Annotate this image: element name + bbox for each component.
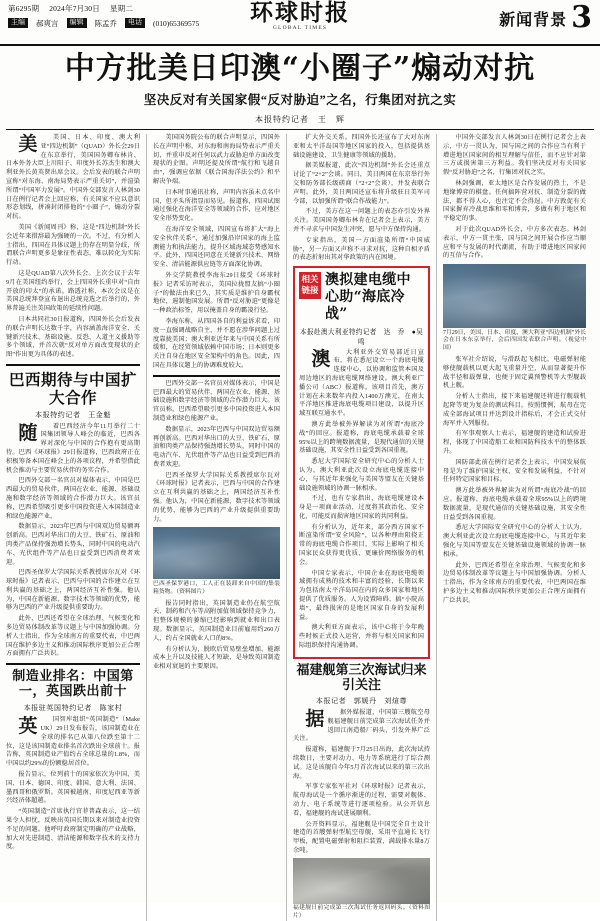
- section-label: 新闻背景: [499, 10, 568, 29]
- drop-cap-letter: 澳: [311, 347, 331, 370]
- manufacturing-byline: 本报驻英国特约记者 陈家村: [23, 704, 123, 713]
- brazil-byline: 本报特约记者 王金魁: [35, 410, 111, 419]
- paragraph: 有分析认为，近年来，部分西方国家不断渲染所谓“安全风险”，以各种理由阻挠正常的海底电缆合作项目，实际上影响了相关国家民众获得更优质、更廉价网络服务的机会。: [299, 523, 424, 566]
- paragraph: 专家指出，美国一方面渲染所谓“中国威胁”，另一方面又声称不寻求对抗，这种自相矛盾的表态折射出其对华政策的内在困境。: [293, 236, 430, 262]
- paragraph: 悉尼大学国际安全研究中心的分析人士认为，澳大利亚此次设立海底电缆连接中心，与其近年来强化与美国等盟友在关键基础设施领域的协调一脉相承。: [299, 458, 424, 492]
- paragraph: 公开资料显示，福建舰是中国完全自主设计建造的首艘弹射型航空母舰，采用平直通长飞行甲板，配置电磁弹射和阻拦装置，满载排水量8万余吨。: [293, 820, 430, 854]
- column-3: [286, 134, 430, 921]
- lead-headline-block: [0, 46, 600, 110]
- lead-subheadline: 坚决反对有关国家假“反对胁迫”之名，行集团对抗之实: [143, 93, 457, 107]
- paragraph: [293, 709, 430, 744]
- credit-tag-phone: 电话: [125, 18, 145, 28]
- paragraph: 在海洋安全领域，四国宣布将扩大“海上安全伙伴关系”，通过加强沿岸国家的海上监测能力和执法能力，提升区域海域态势感知水平。此外，四国还同意在关键新兴技术、网络安全、清洁能源供应链等方面深化协调。: [153, 225, 280, 269]
- paragraph: [6, 423, 140, 476]
- boxed-headline: 澳拟建电缆中心助“海底冷战”: [325, 272, 411, 322]
- paragraph: [299, 349, 424, 419]
- paragraph: 数据显示，2023年巴西与中国双边贸易额再创新高。巴西对华出口的大豆、铁矿石、原油和肉类产品保持强劲增长势头，同时中国的电动汽车、光伏组件等产品也日益受到巴西消费者欢迎。: [6, 523, 140, 566]
- boxed-kicker-label: 相关链接: [299, 272, 321, 299]
- paragraph: 澳方此举被外界解读为对所谓“海底冷战”的回应。报道称，海底电缆承载着全球95%以上的跨境数据流量，是现代通信的关键基础设施，其安全性日益受到各国重视。: [443, 487, 586, 521]
- lead-byline: 本报特约记者 王 辉: [255, 115, 345, 124]
- paragraph: 澳大利亚方面表示，该中心将于今年晚些时候正式投入运营，并将与相关国家和国际组织保持沟通协调。: [299, 624, 424, 650]
- page-columns: [0, 130, 600, 921]
- paragraph: 悉尼大学国际安全研究中心的分析人士认为，澳大利亚此次设立海底电缆连接中心，与其近年来强化与美国等盟友在关键基础设施领域的协调一脉相承。: [443, 524, 586, 558]
- paragraph: 分析人士指出，接下来福建舰还将进行舰载机起降等更为复杂的测试科目。按照惯例，航母在完成全部海试项目并达到设计指标后，才会正式交付海军并入列服役。: [443, 393, 586, 427]
- section-header: [499, 0, 592, 35]
- drop-cap-letter: 英: [18, 715, 38, 738]
- paragraph: 巴西圣保罗大学国际关系教授席尔瓦对《环球时报》记者表示，巴西与中国的合作建立在互利共赢的基础之上，两国经济互补性强。他认为，中国在新能源、数字技术等领域的优势，能够为巴西的产业升级提供重要助力。: [153, 471, 280, 523]
- paragraph: 中国外交部发言人林剑30日在例行记者会上表示，中方一贯认为，国与国之间的合作应当有利于增进地区国家间的相互理解与信任，而不应针对第三方或损害第三方利益。我们坚决反对有关国家假“反对胁迫”之名，行集团对抗之实。: [443, 134, 586, 177]
- manufacturing-continued: [153, 600, 280, 672]
- fujian-body-col3: [293, 709, 430, 856]
- column-1: [6, 134, 140, 921]
- lead-photo-caption: 7月29日，美国、日本、印度、澳大利亚“四边机制”外长会在日本东京举行，会后四国发表联合声明。（视觉中国）: [443, 329, 586, 352]
- column-2: [146, 134, 280, 921]
- paragraph: 张军社介绍说，与滑跃起飞相比，电磁弹射能够使舰载机以更大起飞重量升空，从而显著提升作战半径和载弹量，也便于固定翼预警机等大型舰载机上舰。: [443, 356, 586, 390]
- paragraph: 巴西圣保罗大学国际关系教授席尔瓦对《环球时报》记者表示，巴西与中国的合作建立在互利共赢的基础之上，两国经济互补性强。他认为，中国在新能源、数字技术等领域的优势，能够为巴西的产业升级提供重要助力。: [6, 569, 140, 612]
- manufacturing-headline: 制造业排名：中国第一，英国跌出前十: [12, 669, 134, 700]
- credit-tag-editor: 编辑: [67, 18, 87, 28]
- paragraph: [6, 134, 140, 222]
- paragraph: 澳方此举被外界解读为对所谓“海底冷战”的回应。报道称，海底电缆承载着全球95%以上的跨境数据流量，是现代通信的关键基础设施，其安全性日益受到各国重视。: [299, 420, 424, 455]
- paragraph: 日本共同社30日报道称，四国外长会后发表的联合声明长达数千字，内容涵盖海洋安全、关键新兴技术、基础设施、反恐、人道主义援助等多个领域，并首次就“反对单方面改变现状的企图”作出更为具体的表述。: [6, 315, 140, 359]
- divider-mid-column-2: [153, 375, 280, 377]
- paragraph-text: 美国、日本、印度、澳大利亚“四边机制”（QUAD）外长会29日在东京举行，美国国务卿布林肯、日本外务大臣上川阳子、印度外长苏杰生和澳大利亚外长黄英贤出席会议。会后发表的联合声明宣称“对东海、南海局势表示严重关切”，并渲染所谓“中国军力发展”。中国外交部发言人林剑30日在例行记者会上回应称，有关国家不应以意识形态划线，拼凑封闭排他的“小圈子”，煽动分裂对抗。: [6, 134, 141, 221]
- brazil-continued: [153, 380, 280, 525]
- logo-chinese-title: 环球时报: [250, 0, 350, 26]
- paragraph: 此外，巴西还希望在全球治理、气候变化和多边贸易体制改革等议题上与中国加强协调。分析人士指出，作为全球南方的重要代表，中巴两国在维护多边主义和推动国际秩序更加公正合理方面拥有广泛共识。: [443, 561, 586, 604]
- boxed-article-undersea-cable: [293, 266, 430, 659]
- paragraph: 有军事观察人士表示，福建舰的建造和试验进程，体现了中国造船工业和国防科技水平的整体跃升。: [443, 430, 586, 456]
- boxed-body: [299, 349, 424, 651]
- paragraph: 此外，巴西还希望在全球治理、气候变化和多边贸易体制改革等议题上与中国加强协调。分析人士指出，作为全球南方的重要代表，中巴两国在维护多边主义和推动国际秩序更加公正合理方面拥有广泛共识。: [6, 615, 140, 658]
- credit-name-chief-editor: 郝爽言: [36, 18, 59, 28]
- drop-cap-letter: 美: [18, 133, 38, 155]
- paragraph: 有分析认为，脱欧后贸易壁垒增加、能源成本上升以及技能人才短缺，是导致英国制造业相对衰退的主要原因。: [153, 645, 280, 671]
- paragraph: 中国专家表示，中国企业在海底电缆领域拥有成熟的技术和丰富的经验，长期以来为包括南太平洋岛国在内的众多国家和地区提供了优质服务。人为设置障碍、搞“小院高墙”，最终损害的是地区国家自身的发展利益。: [299, 569, 424, 621]
- paragraph: 不过，也有专家指出，海底电缆建设本身是一项商业活动，过度将其政治化、安全化，可能反而损害地区国家的共同利益。: [299, 495, 424, 520]
- lead-column-1-text: [6, 134, 140, 360]
- brazil-photo: [153, 527, 280, 579]
- lead-headline: 中方批美日印澳“小圈子”煽动对抗: [64, 51, 536, 86]
- drop-cap-letter: 据: [305, 708, 325, 731]
- paragraph-text: 着巴西经济今年11月举行二十国集团领导人峰会的临近，巴西各界对深化与中国的合作抱有更高期待。巴西《环球报》29日报道称，巴西政府正在积极筹备本国在峰会上的各项议程，并希望借此机会推动与主要贸易伙伴的务实合作。: [6, 422, 140, 474]
- paragraph: 外交学院教授李海东29日接受《环球时报》记者采访时表示，美国拉拢盟友搞“小圈子”的做法由来已久，其实质是维护自身霸权地位，遏制他国发展。所谓“反对胁迫”更像是一种政治标签，用以掩盖自身的霸凌行径。: [153, 271, 280, 315]
- paragraph: 报道称，福建舰于7月25日出海，此次海试持续数日，主要对动力、电力等系统进行了综合测试。这是该舰自今年5月首次海试以来的第三次出海。: [293, 746, 430, 780]
- drop-cap-letter: 随: [18, 421, 38, 444]
- logo-english-title: GLOBAL TIMES: [272, 25, 328, 31]
- lead-column-3-text: [293, 134, 430, 263]
- fujian-body-col4: [443, 356, 586, 606]
- paragraph: 巴西外交部一名官员对媒体表示，中国是巴西最大的贸易伙伴，两国在农业、能源、基础设施和数字经济等领域的合作潜力巨大。该官员称，巴西希望吸引更多中国投资进入本国制造业和绿色能源产业。: [153, 379, 280, 422]
- brazil-photo-caption: 巴西圣保罗港口，工人正在装卸来自中国的集装箱货物。（资料图片）: [153, 580, 280, 595]
- paragraph-text: 据外媒报道，中国第三艘航空母舰福建舰日前完成第三次海试任务并返回江南造船厂码头，引发外界广泛关注。: [293, 709, 430, 743]
- paragraph: 不过，美方在这一问题上的表态亦引发外界关注。美国国务卿布林肯在记者会上表示，美方并不寻求与中国发生冲突，愿与中方保持沟通。: [293, 208, 430, 233]
- paragraph: 报告同时指出，英国制造业仍在航空航天、制药和汽车等高附加值领域保持竞争力，但整体规模的萎缩已经影响到就业和出口表现。数据显示，英国制造业目前雇用约260万人，约占全国就业人口的8%。: [153, 599, 280, 642]
- paragraph: 扩大外交关系。四国外长还宣布了大对东南亚和太平洋岛国等地区国家的投入，包括提供基础设施建设、卫生健康等领域的援助。: [293, 134, 430, 159]
- paragraph-text: 大利亚外交贸易部近日宣布，将在悉尼设立一个海底电缆连接中心，以协调和监管本国及周边地区的海底电缆网络建设。澳大利亚广播公司（ABC）报道称，该项目首先，澳方计划在未来数年内投入1400万澳元，在南太平洋地区推进海底电缆项目建设，以提升区域互联互通水平。: [299, 348, 424, 418]
- paragraph: 据美媒报道，此次“四边机制”外长会还重点讨论了“2+2”会谈。同日，美日两国在东京举行外交和防务部长级磋商（“2+2”会谈），并发表联合声明。此外，美日两国还宣布将升级驻日美军司令部，以加强所谓“联合作战能力”。: [293, 162, 430, 205]
- masthead: [0, 0, 600, 46]
- column-4: [436, 134, 586, 921]
- fujian-photo-caption: 福建舰日前完成第三次海试任务返回码头。（资料图片）: [293, 905, 430, 920]
- paragraph: 美国国务院公布的联合声明显示，四国外长在声明中称，对东海和南海局势表示严重关切，并重申反对任何以武力或胁迫单方面改变现状的企图。声明还提及所谓“航行和飞越自由”，强调应依据《联合国海洋法公约》和平解决争端。: [153, 134, 280, 185]
- paragraph: 这是QUAD第八次外长会。上次会议于去年9月在美国纽约举行，会上四国外长重申对“自由开放的印太”的承诺。路透社称，本次会议是在美国总统拜登宣布退出总统竞选之后举行的，外界普遍关注美国政策的延续性问题。: [6, 269, 140, 313]
- paragraph: “英国制造”首席执行官菲普森表示，这一结果令人担忧，反映出英国长期以来对制造业投资不足的问题。他呼吁政府制定明确的产业战略，加大对先进制造、清洁能源和数字技术的支持力度。: [6, 808, 140, 851]
- brazil-headline: 巴西期待与中国扩大合作: [8, 369, 137, 407]
- boxed-byline: 本报赴澳大利亚特约记者 达 乔 ●吴 鸣: [299, 328, 431, 346]
- paragraph: 对于此次QUAD外长会，中方多次表态。林剑表示，中方一贯主张，国与国之间开展合作应当顺应和平与发展的时代潮流，有助于增进地区国家间的互信与合作。: [443, 225, 586, 260]
- divider-above-brazil: [6, 364, 140, 366]
- paragraph: 日本时事通讯社称，声明内容虽未点名中国，但矛头所指显而易见。报道称，四国试图通过强化在海洋安全等领域的合作，应对地区安全形势变化。: [153, 188, 280, 223]
- credit-name-editor: 陈孟乔: [94, 18, 117, 28]
- newspaper-logo: [205, 1, 395, 31]
- paragraph: 国防部此前在例行记者会上表示，中国发展航母是为了维护国家主权、安全和发展利益，不针对任何特定国家和目标。: [443, 458, 586, 484]
- fujian-photo: [293, 858, 430, 904]
- brazil-body: [6, 423, 140, 660]
- paragraph-text: 国智库组织“英国制造”（Make UK）29日发布报告，该国制造业在全球的排名已从第八位跌至第十二位，这是该国制造业排名首次跌出全球前十。报告称，英国制造业产值约占全球总量的1.8%，而中国以约29%的份额稳居首位。: [6, 716, 140, 768]
- paragraph: [6, 716, 140, 769]
- lead-column-4-text: [443, 134, 586, 261]
- divider-above-manufacturing: [6, 663, 140, 665]
- lead-photo: [443, 264, 586, 328]
- paragraph: 军事专家张军社对《环球时报》记者表示，航母海试是一个循序渐进的过程，需要对舰体、动力、电子系统等进行逐项检验。从公开信息看，福建舰的海试进展顺利。: [293, 783, 430, 817]
- paragraph: 李海东称，从四国各自的利益诉求看，印度一直强调战略自主，并不愿在涉华问题上过度靠拢美国；澳大利亚近年来与中国关系有所缓和，在经贸领域依赖中国市场；日本则更多关注自身在地区安全架构中的角色。因此，四国在具体议题上的协调难度较大。: [153, 317, 280, 369]
- paragraph: 美国《新闻周刊》称，这是“四边机制”外长会近年来措辞最为强硬的一次。不过，有分析人士指出，四国在具体议题上仍存在明显分歧，所谓联合声明更多是象征性表态，难以转化为实际行动。: [6, 223, 140, 267]
- fujian-headline: 福建舰第三次海试归来引关注: [296, 662, 427, 694]
- fujian-byline: 本报记者 郭媛丹 刘煊尊: [315, 697, 408, 706]
- credit-tag-chief-editor: 主编: [8, 18, 28, 28]
- paragraph: 巴西外交部一名官员对媒体表示，中国是巴西最大的贸易伙伴，两国在农业、能源、基础设施和数字经济等领域的合作潜力巨大。该官员称，巴西希望吸引更多中国投资进入本国制造业和绿色能源产业。: [6, 477, 140, 520]
- weekday: 星期二: [109, 4, 134, 13]
- lead-column-2-text: [153, 134, 280, 371]
- paragraph: 报告显示，位列前十的国家依次为中国、美国、日本、德国、印度、韩国、意大利、法国、墨西哥和俄罗斯。英国被越南、印度尼西亚等新兴经济体超越。: [6, 770, 140, 805]
- credit-phone-number: (010)65369575: [153, 18, 200, 28]
- paragraph: 数据显示，2023年巴西与中国双边贸易额再创新高。巴西对华出口的大豆、铁矿石、原油和肉类产品保持强劲增长势头，同时中国的电动汽车、光伏组件等产品也日益受到巴西消费者欢迎。: [153, 425, 280, 468]
- publication-date: 2024年7月30日: [49, 4, 100, 13]
- page-number: 3: [571, 0, 592, 35]
- issue-number: 第6295期: [8, 4, 40, 13]
- boxed-header: [299, 272, 424, 322]
- manufacturing-body: [6, 716, 140, 852]
- paragraph: 林剑强调，亚太地区是合作发展的热土，不是地缘博弈的棋盘。任何搞阵营对抗、制造分裂的做法，都不得人心，也注定不会得逞。中方敦促有关国家摒弃冷战思维和零和博弈，多做有利于地区和平稳定的事。: [443, 179, 586, 223]
